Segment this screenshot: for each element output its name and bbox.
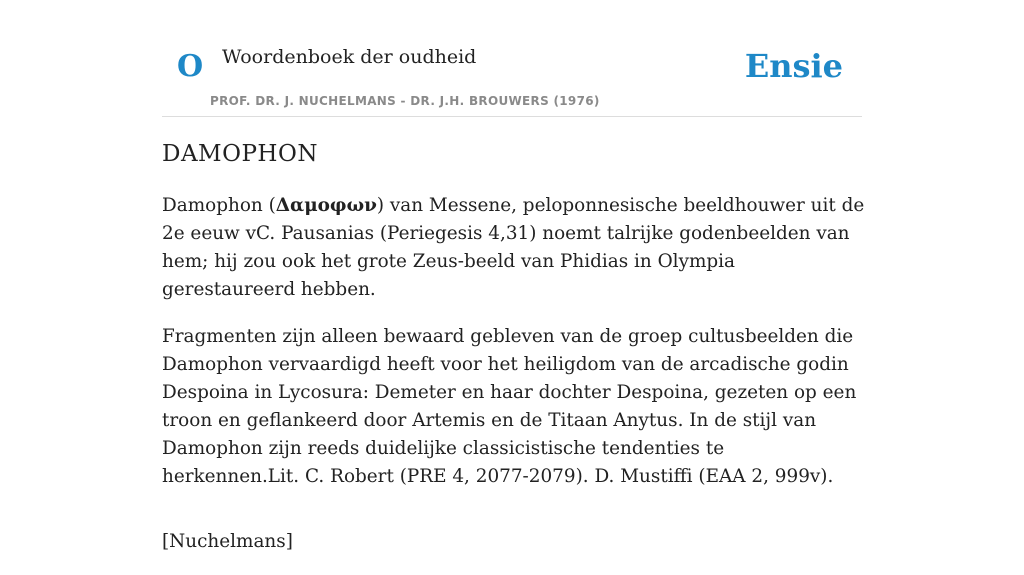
entry-title: DAMOPHON	[162, 141, 318, 167]
entry-body	[162, 192, 867, 575]
letter-index-link[interactable]: O	[177, 49, 204, 84]
author-signature: [Nuchelmans]	[162, 531, 293, 552]
dictionary-header	[162, 0, 862, 117]
paragraph-1-intro: Damophon (	[162, 195, 276, 216]
entry-paragraph-2: Fragmenten zijn alleen bewaard gebleven van de groep cultusbeelden die Damophon vervaardigd heeft voor het heiligdom van de arcadische godin Despoina in Lycosura: Demeter en haar dochter Despoina, gezeten op een troon en geflankeerd door Artemis en de Titaan Anytus. In de stijl van Damophon zijn reeds duidelijke classicistische tendenties te herkennen.Lit. C. Robert (PRE 4, 2077-2079). D. Mustiffi (EAA 2, 999v).	[162, 326, 857, 487]
ensie-logo-link[interactable]: Ensie	[744, 47, 843, 85]
paragraph-1-rest: ) van Messene, peloponnesische beeldhouwer uit de 2e eeuw vC. Pausanias (Periegesis 4,31) noemt talrijke godenbeelden van hem; hij zou ook het grote Zeus-beeld van Phidias in Olympia gerestaureerd hebben.	[162, 195, 865, 300]
dictionary-authors: PROF. DR. J. NUCHELMANS - DR. J.H. BROUWERS (1976)	[210, 94, 600, 108]
greek-name: Δαμοφων	[275, 195, 377, 216]
dictionary-title-link[interactable]: Woordenboek der oudheid	[222, 46, 477, 68]
entry-paragraph-1	[162, 192, 867, 304]
page-container	[162, 0, 865, 552]
